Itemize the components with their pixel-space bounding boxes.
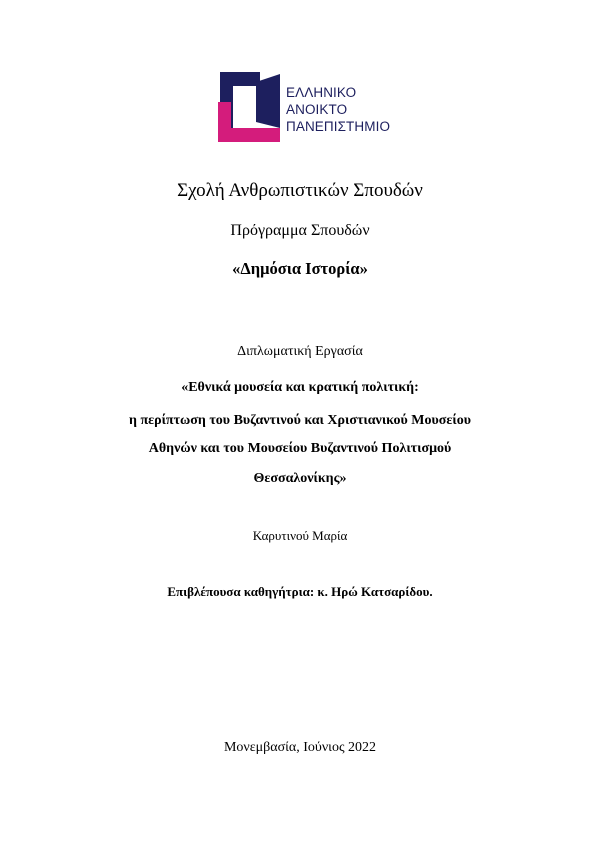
thesis-title-line-1: «Εθνικά μουσεία και κρατική πολιτική: [181, 380, 419, 395]
university-logo [218, 72, 408, 144]
thesis-label: Διπλωματική Εργασία [237, 344, 363, 359]
program-name: «Δημόσια Ιστορία» [232, 259, 368, 278]
logo-line-3: ΠΑΝΕΠΙΣΤΗΜΙΟ [286, 119, 391, 134]
logo-emblem-icon [218, 72, 284, 144]
logo-line-2: ΑΝΟΙΚΤΟ [286, 102, 348, 117]
author-name: Καρυτινού Μαρία [252, 528, 348, 543]
thesis-title-line-3: Αθηνών και του Μουσείου Βυζαντινού Πολιτισμού [148, 441, 452, 456]
logo-wordmark [286, 84, 390, 135]
supervisor: Επιβλέπουσα καθηγήτρια: κ. Ηρώ Κατσαρίδου. [167, 584, 433, 599]
thesis-title-line-4: Θεσσαλονίκης» [253, 471, 347, 486]
logo-line-1: ΕΛΛΗΝΙΚΟ [286, 85, 357, 100]
school-name: Σχολή Ανθρωπιστικών Σπουδών [177, 180, 423, 201]
thesis-title-line-2: η περίπτωση του Βυζαντινού και Χριστιανικού Μουσείου [129, 413, 471, 428]
place-date: Μονεμβασία, Ιούνιος 2022 [223, 740, 376, 755]
program-label: Πρόγραμμα Σπουδών [230, 222, 370, 239]
